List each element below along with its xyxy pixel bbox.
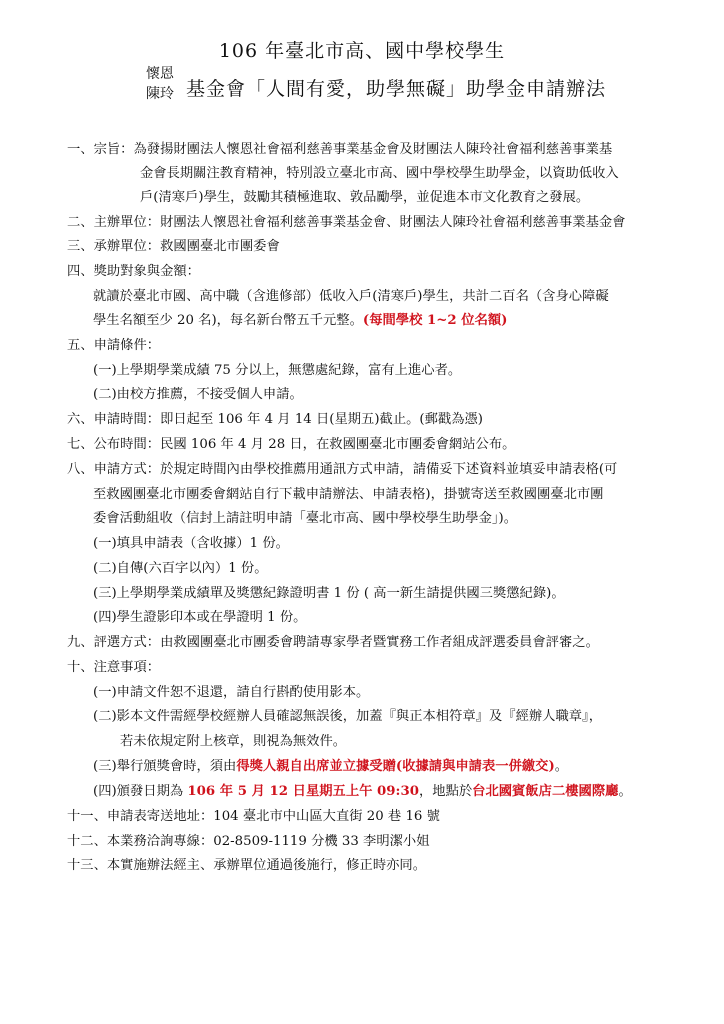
section-5-item-2: (二)由校方推薦，不接受個人申請。 [93, 387, 303, 402]
quota-emphasis: (每間學校 1~2 位名額) [362, 313, 508, 328]
section-9: 九、評選方式：由救國團臺北市團委會聘請專家學者暨實務工作者組成評選委員會評審之。 [67, 635, 599, 650]
section-8-item-3: (三)上學期學業成績單及獎懲紀錄證明書 1 份 ( 高一新生請提供國三獎懲紀錄)。 [93, 586, 565, 601]
section-10-item-1: (一)申請文件恕不退還，請自行斟酌使用影本。 [93, 685, 370, 700]
section-8-item-4: (四)學生證影印本或在學證明 1 份。 [93, 610, 307, 625]
section-8-line-1: 八、申請方式：於規定時間內由學校推薦用通訊方式申請，請備妥下述資料並填妥申請表格(可 [67, 462, 618, 477]
document-title: 106 年臺北市高、國中學校學生 [218, 40, 506, 62]
section-8-item-2: (二)自傳(六百字以內）1 份。 [93, 561, 268, 576]
foundation-name-1: 懷恩 [146, 66, 174, 82]
section-10-item-2-line-2: 若未依規定附上核章，則視為無效件。 [120, 734, 347, 749]
section-5-heading: 五、申請條件： [67, 338, 161, 353]
attendance-emphasis: 得獎人親自出席並立據受贈(收據請與申請表一併繳交) [236, 759, 555, 774]
section-1-line-2: 金會長期關注教育精神，特別設立臺北市高、國中學校學生助學金，以資助低收入 [140, 166, 619, 181]
section-6: 六、申請時間：即日起至 106 年 4 月 14 日(星期五)截止。(郵戳為憑) [67, 412, 483, 427]
section-1-line-3: 戶(清寒戶)學生，鼓勵其積極進取、敦品勵學，並促進本市文化教育之發展。 [140, 190, 590, 205]
section-10-item-3-prefix: (三)舉行頒獎會時，須由 [93, 759, 237, 774]
section-7: 七、公布時間：民國 106 年 4 月 28 日，在救國團臺北市團委會網站公布。 [67, 437, 516, 452]
section-8-line-3: 委會活動組收（信封上請註明申請「臺北市高、國中學校學生助學金」)。 [93, 511, 518, 526]
section-10-item-4 [93, 782, 632, 802]
section-1-line-1: 一、宗旨：為發揚財團法人懷恩社會福利慈善事業基金會及財團法人陳玲社會福利慈善事業基 [67, 142, 613, 157]
section-13: 十三、本實施辦法經主、承辦單位通過後施行，修正時亦同。 [67, 858, 427, 873]
section-3: 三、承辦單位：救國團臺北市團委會 [67, 239, 280, 254]
section-10-item-4-suffix: 。 [618, 784, 632, 799]
section-12: 十二、本業務洽詢專線：02-8509-1119 分機 33 李明潔小姐 [67, 834, 430, 849]
award-date-emphasis: 106 年 5 月 12 日星期五上午 09:30 [187, 784, 419, 799]
section-10-item-2-line-1: (二)影本文件需經學校經辦人員確認無誤後，加蓋『與正本相符章』及『經辦人職章』， [93, 709, 603, 724]
section-4-line-1: 就讀於臺北市國、高中職（含進修部）低收入戶(清寒戶)學生，共計二百名（含身心障礙 [93, 289, 609, 304]
section-11: 十一、申請表寄送地址：104 臺北市中山區大直街 20 巷 16 號 [67, 809, 440, 824]
section-4-line-2-text: 學生名額至少 20 名)，每名新台幣五千元整。 [93, 313, 363, 328]
section-8-line-2: 至救國團臺北市團委會網站自行下載申請辦法、申請表格)，掛號寄送至救國團臺北市團 [93, 487, 604, 502]
subtitle-block [140, 64, 620, 110]
document-subtitle: 基金會「人間有愛，助學無礙」助學金申請辦法 [186, 78, 607, 100]
section-5-item-1: (一)上學期學業成績 75 分以上，無懲處紀錄，富有上進心者。 [93, 363, 462, 378]
section-10-item-3-suffix: 。 [554, 759, 569, 774]
section-10-item-3 [93, 757, 568, 777]
foundation-name-2: 陳玲 [146, 86, 174, 102]
section-10-item-4-prefix: (四)頒發日期為 [93, 784, 188, 799]
award-venue-emphasis: 台北國賓飯店二樓國際廳 [472, 784, 619, 799]
section-8-item-1: (一)填具申請表（含收據）1 份。 [93, 536, 289, 551]
section-10-item-4-mid: ，地點於 [418, 784, 473, 799]
section-4-line-2 [93, 311, 507, 331]
section-2: 二、主辦單位：財團法人懷恩社會福利慈善事業基金會、財團法人陳玲社會福利慈善事業基金會 [67, 215, 626, 230]
section-10-heading: 十、注意事項： [67, 660, 161, 675]
foundation-names [140, 64, 180, 104]
section-4-heading: 四、獎助對象與金額： [67, 264, 200, 279]
